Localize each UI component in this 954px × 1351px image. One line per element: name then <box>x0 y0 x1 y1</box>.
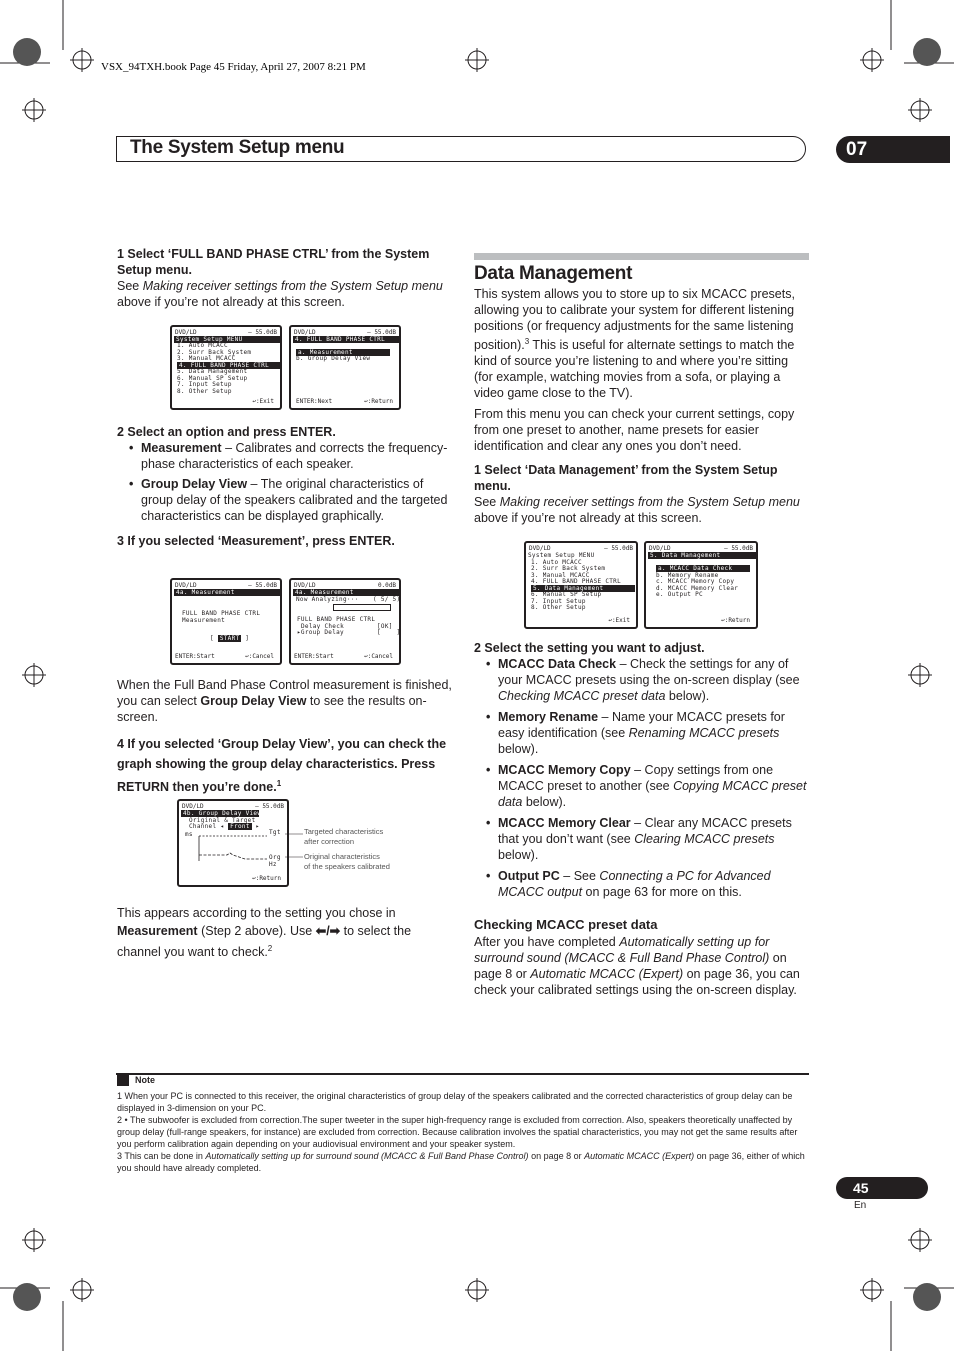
right-step-1-desc: See Making receiver settings from the System Setup menu above if you’re not already at this screen. <box>474 495 800 526</box>
left-step-1: 1 Select ‘FULL BAND PHASE CTRL’ from the System Setup menu. <box>117 247 430 277</box>
bullet-output-pc: • Output PC – See Connecting a PC for Advanced MCACC output on page 63 for more on this. <box>484 868 809 900</box>
progress-bar <box>333 604 391 611</box>
graph-annotation-targeted: Targeted characteristics after correction <box>304 827 384 846</box>
left-step-1-desc: See Making receiver settings from the System Setup menu above if you’re not already at this screen. <box>117 279 443 309</box>
osd-measurement-analyzing: DVD/LD 0.0dB 4a. Measurement Now Analyzing··· ( 5/ 5) FULL BAND PHASE CTRL Delay Check [OK] ▸Group Delay [ ] ENTER:Start ↩:Cancel <box>289 578 401 665</box>
chapter-number-tab: 07 <box>836 136 950 163</box>
group-delay-graph <box>197 833 269 863</box>
bullet-memory-rename: • Memory Rename – Name your MCACC presets for easy identification (see Renaming MCACC presets below). <box>484 709 809 757</box>
note-label: Note <box>135 1075 155 1085</box>
right-step-1: 1 Select ‘Data Management’ from the System Setup menu. <box>474 463 778 494</box>
footnote-1: 1 When your PC is connected to this receiver, the original characteristics of group delay of the speakers calibrated and the corrected characteristics of group delay can be displayed in 3-dimension on your PC. <box>117 1091 793 1113</box>
bullet-group-delay-view: • Group Delay View – The original characteristics of group delay of the speakers calibrated and the targeted characteristics can be displayed graphically. <box>127 476 452 524</box>
graph-annotation-original: Original characteristics of the speakers calibrated <box>304 852 390 871</box>
note-rule <box>116 1073 809 1075</box>
osd-system-setup-menu-2: DVD/LD – 55.0dB System Setup MENU 1. Auto MCACC 2. Surr Back System 3. Manual MCACC 4. FULL BAND PHASE CTRL 5. Data Management 6. Manual SP Setup 7. Input Setup 8. Other Setup ↩:Exit <box>524 541 638 629</box>
right-step-2: 2 Select the setting you want to adjust. <box>474 641 705 655</box>
left-para-channel: This appears according to the setting you chose in Measurement (Step 2 above). Use ⬅/➡ to select the channel you want to check.$^2$ <box>117 906 412 960</box>
osd-group-delay-view: DVD/LD – 55.0dB 4b. Group Delay View Original & Target Channel ◂ Front ▸ ms Tgt Org Hz ↩:Return <box>177 799 289 887</box>
checking-paragraph: After you have completed Automatically setting up for surround sound (MCACC & Full Band Phase Control) on page 8 or Automatic MCACC (Expert) on page 36, you can check your calibrated settings using the on-screen display. <box>474 935 800 997</box>
subsection-title-checking: Checking MCACC preset data <box>474 917 658 932</box>
footnote-3: 3 This can be done in Automatically setting up for surround sound (MCACC & Full Band Phase Control) on page 8 or Automatic MCACC (Expert) on page 36, either of which you should have already completed. <box>117 1151 805 1173</box>
chapter-title: The System Setup menu <box>130 137 345 158</box>
left-step-4: 4 If you selected ‘Group Delay View’, you can check the graph showing the group delay characteristics. Press RETURN then you’re done.$^1$ <box>117 737 447 795</box>
page-number: 45 <box>836 1177 928 1199</box>
osd-system-setup-menu: DVD/LD – 55.0dB System Setup MENU 1. Auto MCACC 2. Surr Back System 3. Manual MCACC 4. FULL BAND PHASE CTRL 5. Data Management 6. Manual SP Setup 7. Input Setup 8. Other Setup ↩:Exit <box>170 325 282 410</box>
osd-measurement-start: DVD/LD – 55.0dB 4a. Measurement FULL BAND PHASE CTRL Measurement [ START ] ENTER:Start ↩:Cancel <box>170 578 282 665</box>
section-title-data-management: Data Management <box>474 263 633 284</box>
bullet-measurement: • Measurement – Calibrates and corrects the frequency-phase characteristics of each speaker. <box>127 440 452 472</box>
left-para-results: When the Full Band Phase Control measurement is finished, you can select Group Delay View to see the results on-screen. <box>117 678 452 724</box>
bullet-mcacc-memory-copy: • MCACC Memory Copy – Copy settings from one MCACC preset to another (see Copying MCACC preset data below). <box>484 762 809 810</box>
left-step-2: 2 Select an option and press ENTER. <box>117 425 336 439</box>
footnotes <box>117 1090 812 1174</box>
bullet-mcacc-data-check: • MCACC Data Check – Check the settings for any of your MCACC presets using the on-screen display (see Checking MCACC preset data below). <box>484 656 809 704</box>
section-rule <box>474 253 809 260</box>
footnote-2: 2 • The subwoofer is excluded from correction.The super tweeter in the super high-frequency range is excluded from correction. Also, speakers theoretically unaffected by group delay (full-range speakers, for instance) are excluded from correction. Because calibration involves the spatial characteristics, you may not get the same results after you perform calibration again depending on your audiovisual environment and your speaker system. <box>117 1115 798 1149</box>
language-code: En <box>854 1200 867 1211</box>
print-header: VSX_94TXH.book Page 45 Friday, April 27, 2007 8:21 PM <box>101 61 366 73</box>
pencil-icon <box>117 1075 129 1086</box>
osd-full-band-phase-ctrl: DVD/LD – 55.0dB 4. FULL BAND PHASE CTRL a. Measurement b. Group Delay View ENTER:Next ↩:Return <box>289 325 401 410</box>
left-step-3: 3 If you selected ‘Measurement’, press ENTER. <box>117 534 395 548</box>
osd-data-management: DVD/LD – 55.0dB 5. Data Management a. MCACC Data Check b. Memory Rename c. MCACC Memory Copy d. MCACC Memory Clear e. Output PC ↩:Return <box>644 541 758 629</box>
bullet-mcacc-memory-clear: • MCACC Memory Clear – Clear any MCACC presets that you don’t want (see Clearing MCACC presets below). <box>484 815 809 863</box>
right-intro-2: From this menu you can check your current settings, copy from one preset to another, name presets for easier identification and clear any ones you don’t need. <box>474 407 795 454</box>
right-intro-1: This system allows you to store up to six MCACC presets, allowing you to calibrate your system for different listening positions (or frequency adjustments for the same listening position).$^3$ This is useful for alternate settings to match the kind of source you’re listening to and where you’re sitting (for example, watching movies from a sofa, or playing a video game close to the TV). <box>474 287 795 401</box>
